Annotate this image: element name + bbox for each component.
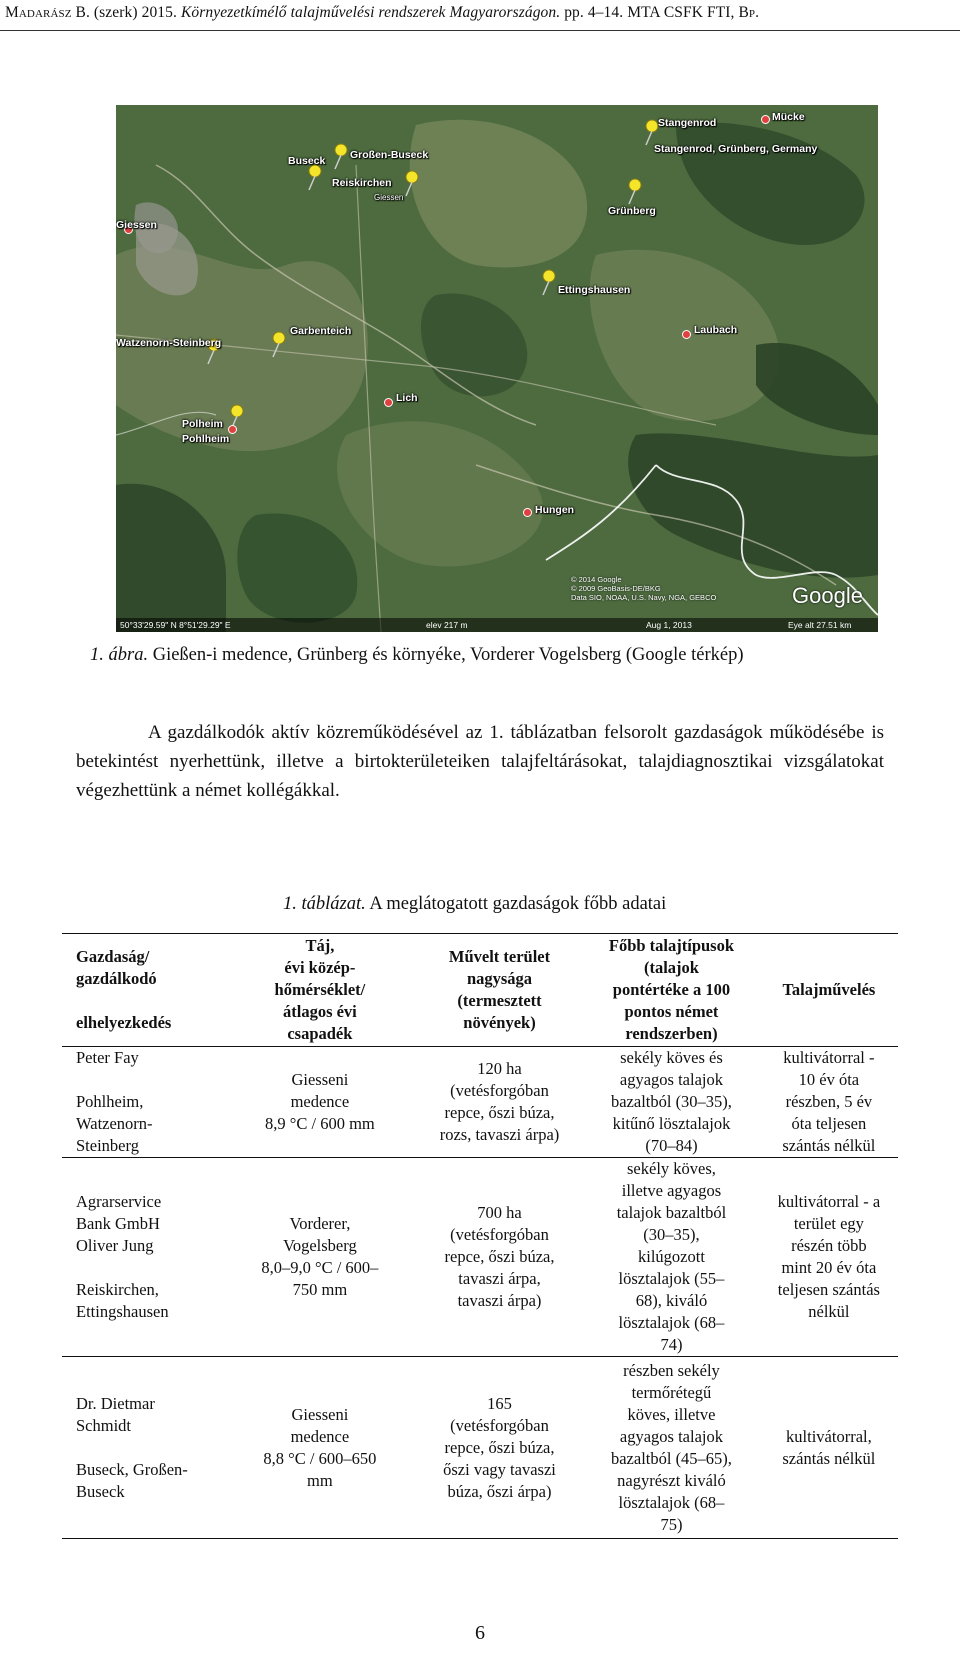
cell-line: 8,0–9,0 °C / 600– (261, 1258, 379, 1277)
cell-line: kitűnő lösztalajok (612, 1114, 731, 1133)
cell-line: kultivátorral - (783, 1048, 875, 1067)
cell-line: talajok bazaltból (616, 1203, 727, 1222)
cell-line: mint 20 év óta (781, 1258, 877, 1277)
header-line: Táj, (305, 936, 335, 955)
copyright-line: Data SIO, NOAA, U.S. Navy, NGA, GEBCO (571, 593, 717, 602)
pushpin-icon (401, 169, 423, 197)
cell-line: óta teljesen (791, 1114, 867, 1133)
cell-line: 10 év óta (798, 1070, 860, 1089)
cell-line: Buseck (76, 1481, 125, 1501)
cell-line: nagyrészt kiváló (617, 1470, 726, 1490)
header-line: (talajok (643, 958, 699, 977)
town-marker-dot (384, 398, 393, 407)
cell-line: sekély köves, (627, 1159, 716, 1178)
cell-line: Agrarservice (76, 1192, 162, 1211)
cell-farm-location (62, 1158, 224, 1357)
map-label-laubach: Laubach (694, 324, 738, 336)
cell-region-climate (224, 1158, 416, 1357)
cell-line: Buseck, Großen- (76, 1459, 188, 1479)
header-line: csapadék (287, 1024, 353, 1043)
farms-table (62, 933, 898, 1539)
cell-farm-location (62, 1047, 224, 1158)
map-elevation: elev 217 m (426, 620, 468, 630)
cell-cultivated-area (416, 1158, 583, 1357)
page-number: 6 (475, 1622, 485, 1644)
map-label-lich: Lich (396, 392, 418, 404)
cell-line: bazaltból (45–65), (610, 1448, 732, 1468)
map-terrain (116, 105, 878, 632)
cell-soil-types (583, 1158, 760, 1357)
header-line: pontos német (624, 1002, 719, 1021)
figure-label: 1. ábra. (90, 645, 149, 665)
map-label-buseck: Buseck (288, 155, 326, 167)
table-label: 1. táblázat. (283, 894, 366, 914)
header-region-climate (224, 934, 416, 1047)
header-line: pontértéke a 100 (612, 980, 731, 999)
map-label-polheim: Polheim (182, 418, 223, 430)
pushpin-icon (268, 330, 290, 358)
running-header (5, 4, 955, 22)
header-line: Művelt terület (448, 947, 551, 966)
cell-line: termőrétegű (631, 1382, 712, 1402)
figure-caption-text: Gießen-i medence, Grünberg és környéke, Vorderer Vogelsberg (Google térkép) (148, 645, 744, 665)
cell-region-climate (224, 1047, 416, 1158)
header-line: nagysága (466, 969, 533, 988)
cell-line: (vetésforgóban (450, 1225, 549, 1244)
table-header-row (62, 934, 898, 1047)
header-tillage (760, 934, 898, 1047)
cell-line: terület egy (793, 1214, 864, 1233)
header-line: Gazdaság/ (76, 947, 150, 966)
cell-line: Watzenorn- (76, 1114, 153, 1133)
map-label-watzenborn: Watzenorn-Steinberg (116, 337, 222, 349)
cell-line: 750 mm (292, 1280, 348, 1299)
copyright-line: © 2014 Google (571, 575, 622, 584)
cell-line: lösztalajok (68– (618, 1313, 725, 1332)
header-soil-types (583, 934, 760, 1047)
cell-tillage (760, 1357, 898, 1539)
table-caption (283, 894, 666, 915)
cell-line: 700 ha (477, 1203, 522, 1222)
table-row (62, 1357, 898, 1539)
cell-line: 75) (660, 1514, 683, 1534)
header-line: évi közép- (284, 958, 356, 977)
cell-line: agyagos talajok (619, 1070, 723, 1089)
header-pages: pp. 4–14. (564, 4, 624, 21)
cell-line: 120 ha (477, 1059, 522, 1078)
cell-cultivated-area (416, 1357, 583, 1539)
cell-tillage (760, 1047, 898, 1158)
cell-line: repce, őszi búza, (444, 1437, 555, 1457)
cell-line: kilúgozott (638, 1247, 705, 1266)
cell-line: Vogelsberg (283, 1236, 357, 1255)
header-line: növények) (463, 1013, 536, 1032)
map-label-garbenteich: Garbenteich (290, 325, 352, 337)
map-label-mucke: Mücke (772, 111, 805, 123)
map-label-grunberg: Grünberg (608, 205, 656, 217)
cell-line: lösztalajok (68– (618, 1492, 725, 1512)
map-label-grossen-buseck: Großen-Buseck (350, 149, 429, 161)
cell-line: 8,8 °C / 600–650 (263, 1448, 377, 1468)
header-editor-note: (szerk) 2015. (93, 4, 177, 21)
cell-line: tavaszi árpa, (458, 1269, 541, 1288)
map-label-hungen: Hungen (535, 504, 575, 516)
cell-line: őszi vagy tavaszi (443, 1459, 556, 1479)
header-line: Főbb talajtípusok (608, 936, 735, 955)
cell-line: Giesseni (291, 1404, 349, 1424)
map-status-bar (116, 618, 878, 632)
header-line: gazdálkodó (76, 969, 157, 988)
cell-line: illetve agyagos (621, 1181, 722, 1200)
cell-line: repce, őszi búza, (444, 1247, 555, 1266)
satellite-map-figure (116, 105, 878, 632)
cell-line: medence (290, 1426, 350, 1446)
cell-line: (vetésforgóban (450, 1415, 549, 1435)
map-copyright (571, 575, 716, 602)
header-rule (0, 30, 960, 31)
figure-caption (90, 645, 890, 666)
header-cultivated-area (416, 934, 583, 1047)
town-marker-dot (523, 508, 532, 517)
pushpin-icon (304, 163, 326, 191)
cell-line: (vetésforgóban (450, 1081, 549, 1100)
cell-line: (70–84) (645, 1136, 698, 1155)
map-label-stangenrod: Stangenrod (658, 117, 717, 129)
cell-line: búza, őszi árpa) (447, 1481, 552, 1501)
cell-line: tavaszi árpa) (457, 1291, 542, 1310)
town-marker-dot (761, 115, 770, 124)
cell-line: 74) (660, 1335, 683, 1354)
header-line: hőmérséklet/ (274, 980, 366, 999)
header-title: Környezetkímélő talajművelési rendszerek Magyarországon. (180, 4, 561, 21)
table-caption-text: A meglátogatott gazdaságok főbb adatai (365, 894, 667, 914)
header-line: (termesztett (457, 991, 542, 1010)
cell-region-climate (224, 1357, 416, 1539)
cell-line: részben sekély (623, 1360, 720, 1380)
cell-line: Bank GmbH (76, 1214, 160, 1233)
cell-line: Vorderer, (289, 1214, 351, 1233)
town-marker-dot (682, 330, 691, 339)
map-eye-altitude: Eye alt 27.51 km (788, 620, 852, 630)
cell-line: 8,9 °C / 600 mm (265, 1114, 375, 1133)
cell-cultivated-area (416, 1047, 583, 1158)
table-row (62, 1047, 898, 1158)
pushpin-icon (330, 142, 352, 170)
cell-line: medence (290, 1092, 350, 1111)
table-row (62, 1158, 898, 1357)
town-marker-dot (228, 425, 237, 434)
cell-line: Schmidt (76, 1415, 132, 1435)
map-label-stangenrod-full: Stangenrod, Grünberg, Germany (654, 143, 818, 155)
cell-line: részben, 5 év (785, 1092, 873, 1111)
cell-line: Reiskirchen, (76, 1280, 159, 1299)
header-line: Talajművelés (782, 980, 876, 999)
cell-line: sekély köves és (620, 1048, 723, 1067)
cell-line: 165 (487, 1393, 512, 1413)
cell-line: kultivátorral - a (777, 1192, 881, 1211)
cell-line: Pohlheim, (76, 1092, 144, 1111)
header-line: elhelyezkedés (76, 1013, 172, 1032)
google-logo: Google (792, 583, 863, 608)
cell-line: repce, őszi búza, (444, 1103, 555, 1122)
cell-line: köves, illetve (627, 1404, 716, 1424)
pushpin-icon (538, 268, 560, 296)
cell-line: Peter Fay (76, 1048, 139, 1067)
cell-soil-types (583, 1047, 760, 1158)
cell-line: teljesen szántás (777, 1280, 880, 1299)
cell-line: Ettingshausen (76, 1302, 169, 1321)
cell-line: Oliver Jung (76, 1236, 154, 1255)
cell-line: rozs, tavaszi árpa) (439, 1125, 560, 1144)
map-label-giessen: Giessen (116, 219, 157, 231)
cell-line: nélkül (808, 1302, 850, 1321)
cell-line: Steinberg (76, 1136, 139, 1155)
cell-line: (30–35), (643, 1225, 700, 1244)
cell-line: lösztalajok (55– (618, 1269, 725, 1288)
map-label-reiskirchen: Reiskirchen (332, 177, 392, 189)
cell-line: bazaltból (30–35), (610, 1092, 732, 1111)
cell-tillage (760, 1158, 898, 1357)
copyright-line: © 2009 GeoBasis-DE/BKG (571, 584, 661, 593)
cell-soil-types (583, 1357, 760, 1539)
cell-farm-location (62, 1357, 224, 1539)
header-author: Madarász B. (5, 4, 90, 21)
header-line: átlagos évi (282, 1002, 357, 1021)
cell-line: agyagos talajok (619, 1426, 723, 1446)
map-label-pohlheim: Pohlheim (182, 433, 230, 445)
pushpin-icon (624, 177, 646, 205)
body-paragraph: A gazdálkodók aktív közreműködésével az 1. táblázatban felsorolt gazdaságok működésébe is betekintést nyerhettünk, illetve a birtokterületeiken talajfeltárásokat, talajdiagnosztikai vizsgálatokat végezhettünk a német kollégákkal. (76, 722, 884, 801)
header-farm-location (62, 934, 224, 1047)
map-imagery-date: Aug 1, 2013 (646, 620, 692, 630)
map-label-giessen-small: Giessen (374, 193, 404, 202)
cell-line: Dr. Dietmar (76, 1393, 155, 1413)
cell-line: szántás nélkül (782, 1448, 876, 1468)
map-coordinates: 50°33'29.59" N 8°51'29.29" E (120, 620, 231, 630)
cell-line: 68), kiváló (635, 1291, 708, 1310)
cell-line: kultivátorral, (786, 1426, 872, 1446)
cell-line: szántás nélkül (782, 1136, 876, 1155)
map-label-ettingshausen: Ettingshausen (558, 284, 631, 296)
header-publisher: MTA CSFK FTI, Bp. (627, 4, 760, 21)
cell-line: mm (307, 1470, 333, 1490)
cell-line: Giesseni (291, 1070, 349, 1089)
header-line: rendszerben) (625, 1024, 718, 1043)
cell-line: részén több (791, 1236, 867, 1255)
